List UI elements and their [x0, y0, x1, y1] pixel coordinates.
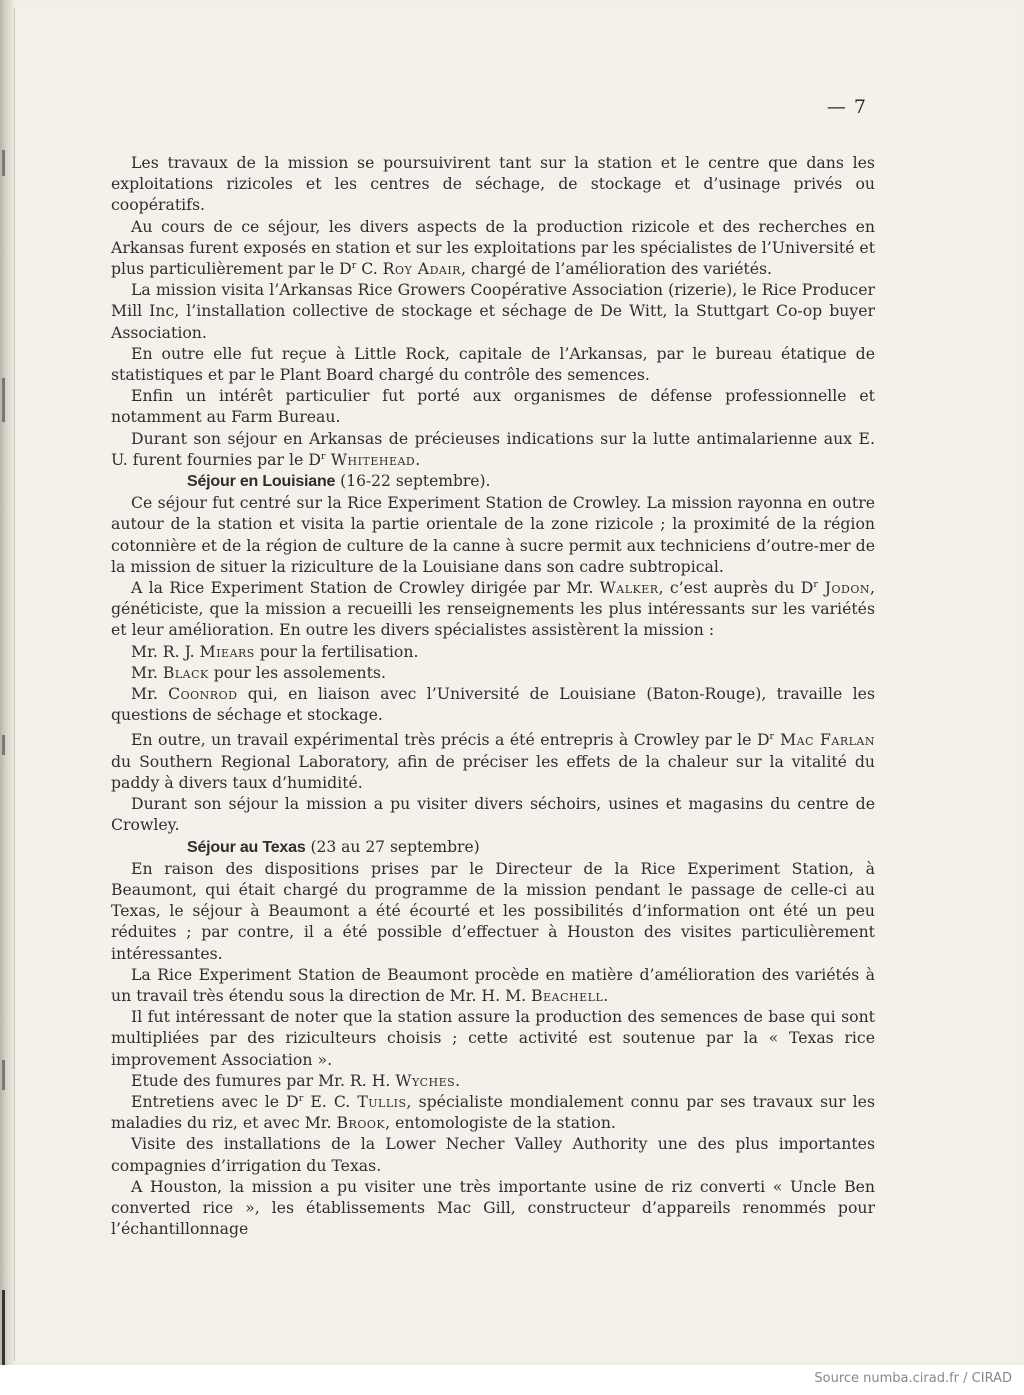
paragraph-text: A la Rice Experiment Station de Crowley dirigée par Mr. — [131, 578, 600, 598]
paragraph: Enfin un intérêt particulier fut porté aux organismes de défense professionnelle et notamment au Farm Bureau. — [111, 386, 875, 427]
binding-mark — [2, 1290, 5, 1365]
paragraph — [111, 1091, 875, 1133]
title-abbrev: D — [286, 1091, 299, 1111]
person-name: Jodon — [817, 578, 870, 598]
paragraph — [111, 216, 875, 280]
paragraph-text: Durant son séjour en Arkansas de précieuses indications sur la lutte antimalarienne aux E. U. furent fournies par le — [111, 428, 875, 469]
paragraph-text: Mr. — [131, 684, 169, 704]
paragraph — [111, 683, 875, 725]
paragraph: Visite des installations de la Lower Necher Valley Authority une des plus importantes compagnies d’irrigation du Texas. — [111, 1134, 875, 1175]
title-abbrev: D — [308, 449, 321, 469]
person-name: Black — [162, 662, 209, 682]
paragraph-text: Au cours de ce séjour, les divers aspects de la production rizicole et des recherches en Arkansas furent exposés en station et sur les exploitations par les spécialistes de l’Université et plus particulièrement par le — [111, 216, 876, 279]
paragraph-text: pour la fertilisation. — [254, 641, 419, 661]
paragraph-text: , spécialiste mondialement connu par ses travaux sur les maladies du riz, et avec Mr. — [111, 1091, 876, 1133]
paragraph-text: Mr. R. J. — [131, 641, 200, 661]
title-abbrev: D — [800, 578, 814, 598]
binding-mark — [2, 150, 5, 176]
paragraph-text: , entomologiste de la station. — [385, 1113, 616, 1133]
paragraph — [111, 662, 875, 683]
paragraph — [111, 577, 875, 641]
person-name: Miears — [199, 641, 255, 661]
section-title: Séjour en Louisiane — [187, 473, 336, 491]
paragraph — [111, 1070, 875, 1091]
page-number: — 7 — [826, 96, 867, 118]
binding-mark — [2, 378, 5, 422]
binding-mark — [2, 1060, 5, 1090]
section-date: (16-22 septembre). — [335, 472, 491, 491]
paragraph: Ce séjour fut centré sur la Rice Experiment Station de Crowley. La mission rayonna en outre autour de la station et visita la partie orientale de la zone rizicole ; la proximité de la région cotonnière et de la région de culture de la canne à sucre permit aux techniciens d’outre-mer de la mission de situer la riziculture de la Louisiane dans son cadre subtropical. — [111, 493, 875, 576]
paragraph: En raison des dispositions prises par le Directeur de la Rice Experiment Station, à Beaumont, qui était chargé du programme de la mission pendant le passage de celle-ci au Texas, le séjour à Beaumont a été écourté et les possibilités d’information ont été un peu réduites ; par contre, il a été possible d’effectuer à Houston des visites particulièrement intéressantes. — [111, 858, 875, 963]
superscript: r — [813, 578, 818, 590]
paragraph-text: En outre, un travail expérimental très précis a été entrepris à Crowley par le — [131, 730, 757, 750]
superscript: r — [351, 259, 357, 271]
superscript: r — [320, 450, 326, 462]
person-name: Mac Farlan — [774, 730, 875, 750]
paragraph: Durant son séjour la mission a pu visiter divers séchoirs, usines et magasins du centre de Crowley. — [111, 794, 875, 835]
page-body — [111, 152, 875, 1239]
person-name: Walker — [599, 578, 659, 598]
title-abbrev: D — [339, 259, 352, 279]
person-name: Whitehead — [325, 449, 416, 469]
superscript: r — [769, 731, 775, 743]
binding-mark — [2, 735, 5, 755]
section-heading-texas — [111, 836, 875, 858]
paragraph-text: . — [415, 449, 421, 469]
paragraph-text: Mr. — [131, 662, 163, 682]
paragraph-text: , c’est auprès du — [658, 578, 801, 598]
person-name: Brook — [336, 1113, 386, 1133]
paragraph-text: Etude des fumures par Mr. R. H. — [131, 1070, 396, 1090]
title-abbrev: D — [756, 730, 770, 750]
paragraph-text: . — [603, 985, 609, 1005]
paragraph — [111, 964, 875, 1006]
section-heading-louisiane — [111, 470, 875, 492]
paragraph-text: , généticiste, que la mission a recueilli les renseignements les plus intéressants sur les variétés et leur amélioration. En outre les divers spécialistes assistèrent la mission : — [111, 578, 875, 640]
paragraph-text: du Southern Regional Laboratory, afin de préciser les effets de la chaleur sur la vitalité du paddy à divers taux d’humidité. — [111, 751, 875, 792]
paragraph: La mission visita l’Arkansas Rice Growers Coopérative Association (rizerie), le Rice Producer Mill Inc, l’installation collective de stockage et séchage de De Witt, la Stuttgart Co-op buyer Association. — [111, 280, 875, 342]
initials: C. — [356, 259, 383, 279]
paragraph — [111, 729, 875, 793]
paragraph: Les travaux de la mission se poursuivirent tant sur la station et le centre que dans les exploitations rizicoles et les centres de séchage, de stockage et d’usinage privés ou coopératifs. — [111, 153, 875, 215]
source-credit: Source numba.cirad.fr / CIRAD — [814, 1371, 1012, 1386]
person-name: Wyches — [395, 1070, 456, 1090]
footer-bar — [0, 1365, 1024, 1395]
superscript: r — [298, 1092, 304, 1104]
person-name: Roy Adair — [382, 259, 461, 279]
paragraph — [111, 428, 875, 470]
section-date: (23 au 27 septembre) — [305, 837, 480, 856]
book-binding-edge — [0, 0, 14, 1365]
paragraph: En outre elle fut reçue à Little Rock, capitale de l’Arkansas, par le bureau étatique de statistiques et par le Plant Board chargé du contrôle des semences. — [111, 343, 875, 385]
initials: E. C. — [303, 1091, 358, 1111]
paragraph-text: qui, en liaison avec l’Université de Louisiane (Baton-Rouge), travaille les questions de séchage et stockage. — [111, 684, 875, 725]
paragraph-text: pour les assolements. — [208, 662, 386, 682]
paragraph-text: Entretiens avec le — [131, 1091, 287, 1111]
paragraph: Il fut intéressant de noter que la station assure la production des semences de base qui sont multipliées par des riziculteurs choisis ; cette activité est soutenue par la « Texas rice improvement Association ». — [111, 1007, 875, 1069]
paragraph-text: La Rice Experiment Station de Beaumont procède en matière d’amélioration des variétés à un travail très étendu sous la direction de Mr. H. M. — [111, 964, 875, 1005]
document-page — [14, 8, 1017, 1361]
paragraph — [111, 641, 875, 662]
person-name: Coonrod — [168, 684, 238, 704]
person-name: Beachell — [531, 985, 604, 1005]
paragraph-text: , chargé de l’amélioration des variétés. — [460, 259, 773, 279]
person-name: Tullis — [357, 1091, 407, 1111]
paragraph-text: . — [455, 1070, 461, 1090]
paragraph: A Houston, la mission a pu visiter une très importante usine de riz converti « Uncle Ben converted rice », les établissements Mac Gill, constructeur d’appareils renommés pour l’échantillonnage — [111, 1176, 875, 1239]
section-title: Séjour au Texas — [187, 838, 306, 856]
